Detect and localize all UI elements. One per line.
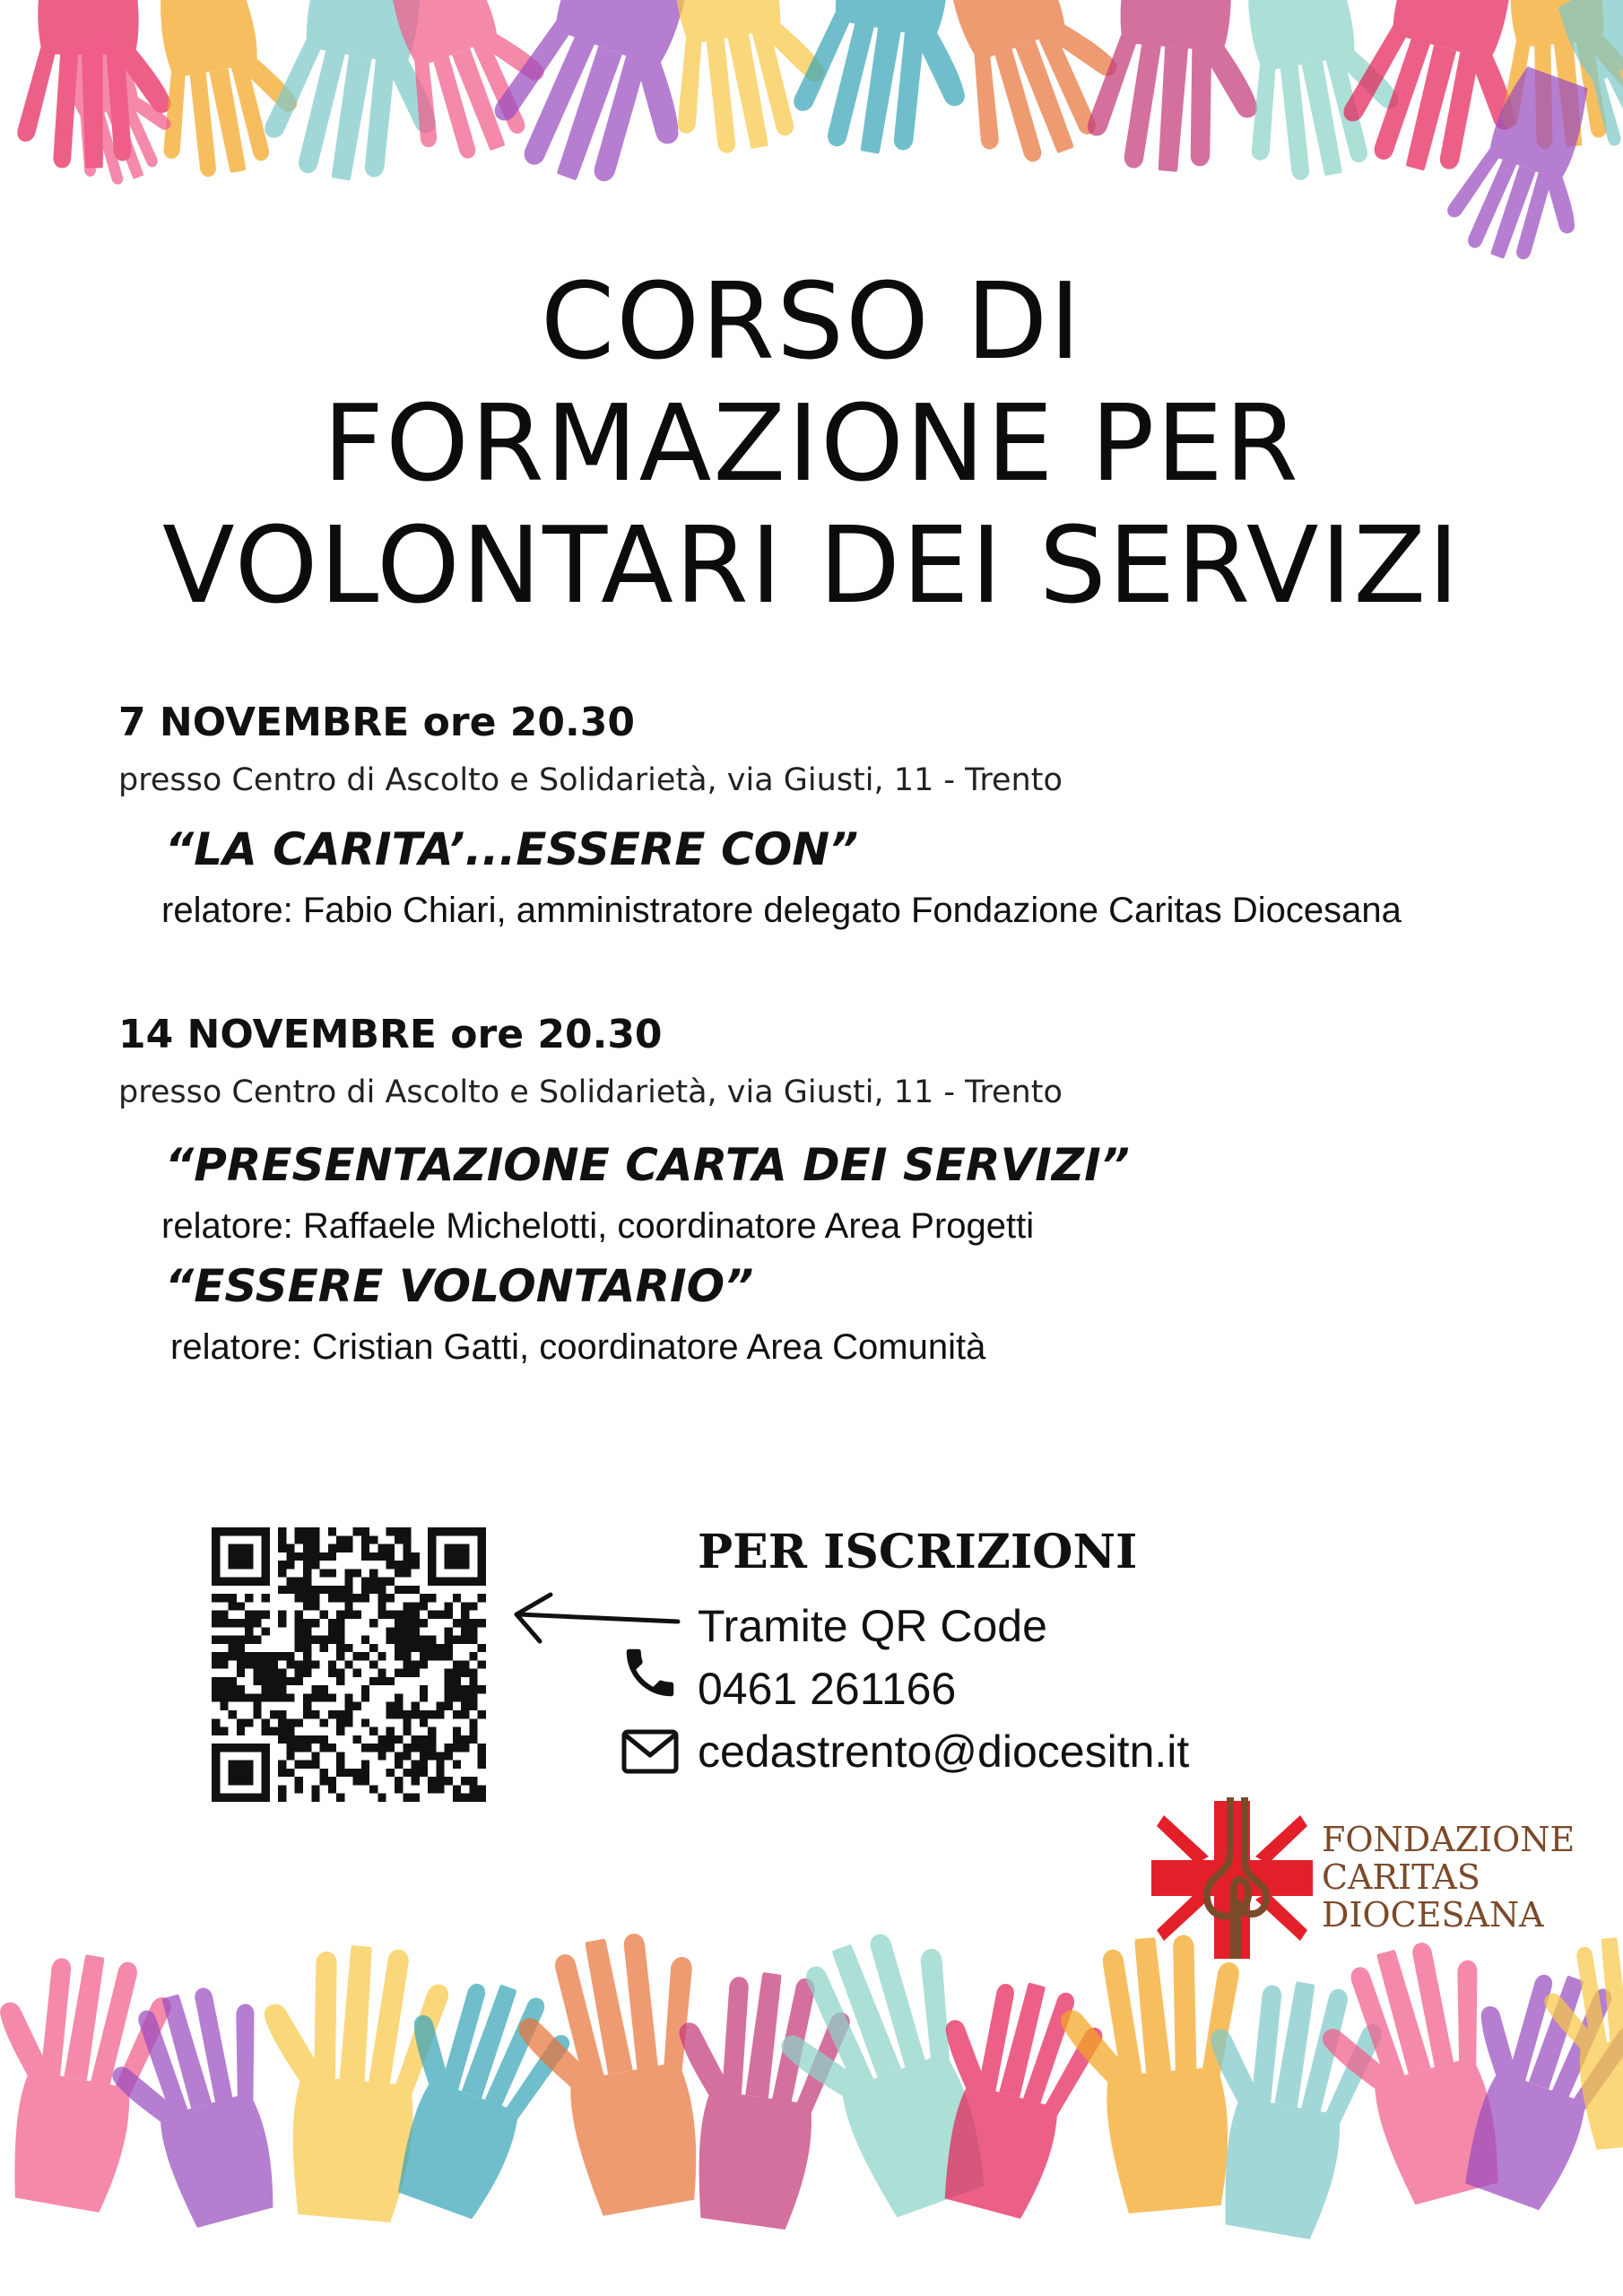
session-2-talk-2-title: “ESSERE VOLONTARIO” xyxy=(165,1260,754,1312)
hand-shape xyxy=(239,1937,473,2227)
logo-line-3: DIOCESANA xyxy=(1322,1895,1544,1935)
hand-shape xyxy=(32,21,188,197)
hand-shape xyxy=(1419,1950,1623,2228)
session-1-date: 7 NOVEMBRE ore 20.30 xyxy=(118,700,635,745)
hand-shape xyxy=(1533,1931,1623,2154)
hand-shape xyxy=(0,0,178,168)
hand-shape xyxy=(239,0,473,195)
session-1-talk-1-title: “LA CARITA’...ESSERE CON” xyxy=(165,823,859,875)
session-2-talk-2-speaker: relatore: Cristian Gatti, coordinatore Area Comunità xyxy=(170,1327,986,1367)
caritas-logo-icon xyxy=(1151,1797,1313,1959)
mail-icon xyxy=(621,1726,680,1777)
registration-qr-label: Tramite QR Code xyxy=(698,1601,1047,1651)
hand-shape xyxy=(345,0,568,178)
title-line-3: VOLONTARI DEI SERVIZI xyxy=(161,503,1462,627)
hand-shape xyxy=(647,1961,874,2237)
hand-shape xyxy=(1315,0,1567,192)
hand-shape xyxy=(1201,0,1416,191)
hand-shape xyxy=(0,1940,196,2222)
hand-shape xyxy=(749,1909,1039,2238)
hand-shape xyxy=(1172,1967,1406,2248)
hand-shape xyxy=(897,1963,1128,2232)
title-line-1: CORSO DI xyxy=(540,259,1083,383)
session-2-talk-1-speaker: relatore: Raffaele Michelotti, coordinatore Area Progetti xyxy=(161,1206,1035,1246)
hand-shape xyxy=(352,1959,597,2237)
qr-code-icon[interactable] xyxy=(212,1527,486,1802)
hand-shape xyxy=(1298,1926,1549,2219)
phone-icon xyxy=(619,1641,681,1704)
hand-shape xyxy=(498,1921,751,2226)
hand-shape xyxy=(768,0,1002,168)
session-2-place: presso Centro di Ascolto e Solidarietà, via Giusti, 11 - Trento xyxy=(118,1074,1063,1110)
registration-email[interactable]: cedastrento@diocesitn.it xyxy=(698,1726,1190,1777)
hand-shape xyxy=(1425,53,1623,280)
hand-shape xyxy=(1471,0,1623,153)
hand-shape xyxy=(627,0,842,164)
hand-shape xyxy=(1527,0,1623,171)
page-title xyxy=(0,260,1623,626)
hand-shape xyxy=(898,0,1144,182)
session-2-date: 14 NOVEMBRE ore 20.30 xyxy=(118,1012,663,1057)
hand-shape xyxy=(1046,1928,1280,2218)
hand-shape xyxy=(462,0,752,211)
hand-shape xyxy=(90,1972,321,2241)
registration-heading: PER ISCRIZIONI xyxy=(698,1525,1138,1579)
hand-shape xyxy=(117,0,313,187)
caritas-logo-text xyxy=(1322,1821,1575,1934)
hands-decoration-bottom xyxy=(0,1883,1623,2296)
logo-line-1: FONDAZIONE xyxy=(1322,1820,1575,1859)
hand-shape xyxy=(1065,0,1280,179)
session-2-talk-1-title: “PRESENTAZIONE CARTA DEI SERVIZI” xyxy=(165,1139,1130,1191)
session-1-talk-1-speaker: relatore: Fabio Chiari, amministratore delegato Fondazione Caritas Diocesana xyxy=(161,891,1402,930)
logo-line-2: CARITAS xyxy=(1322,1857,1480,1897)
title-line-2: FORMAZIONE PER xyxy=(323,381,1300,505)
registration-phone[interactable]: 0461 261166 xyxy=(698,1664,957,1714)
session-1-place: presso Centro di Ascolto e Solidarietà, via Giusti, 11 - Trento xyxy=(118,762,1063,798)
